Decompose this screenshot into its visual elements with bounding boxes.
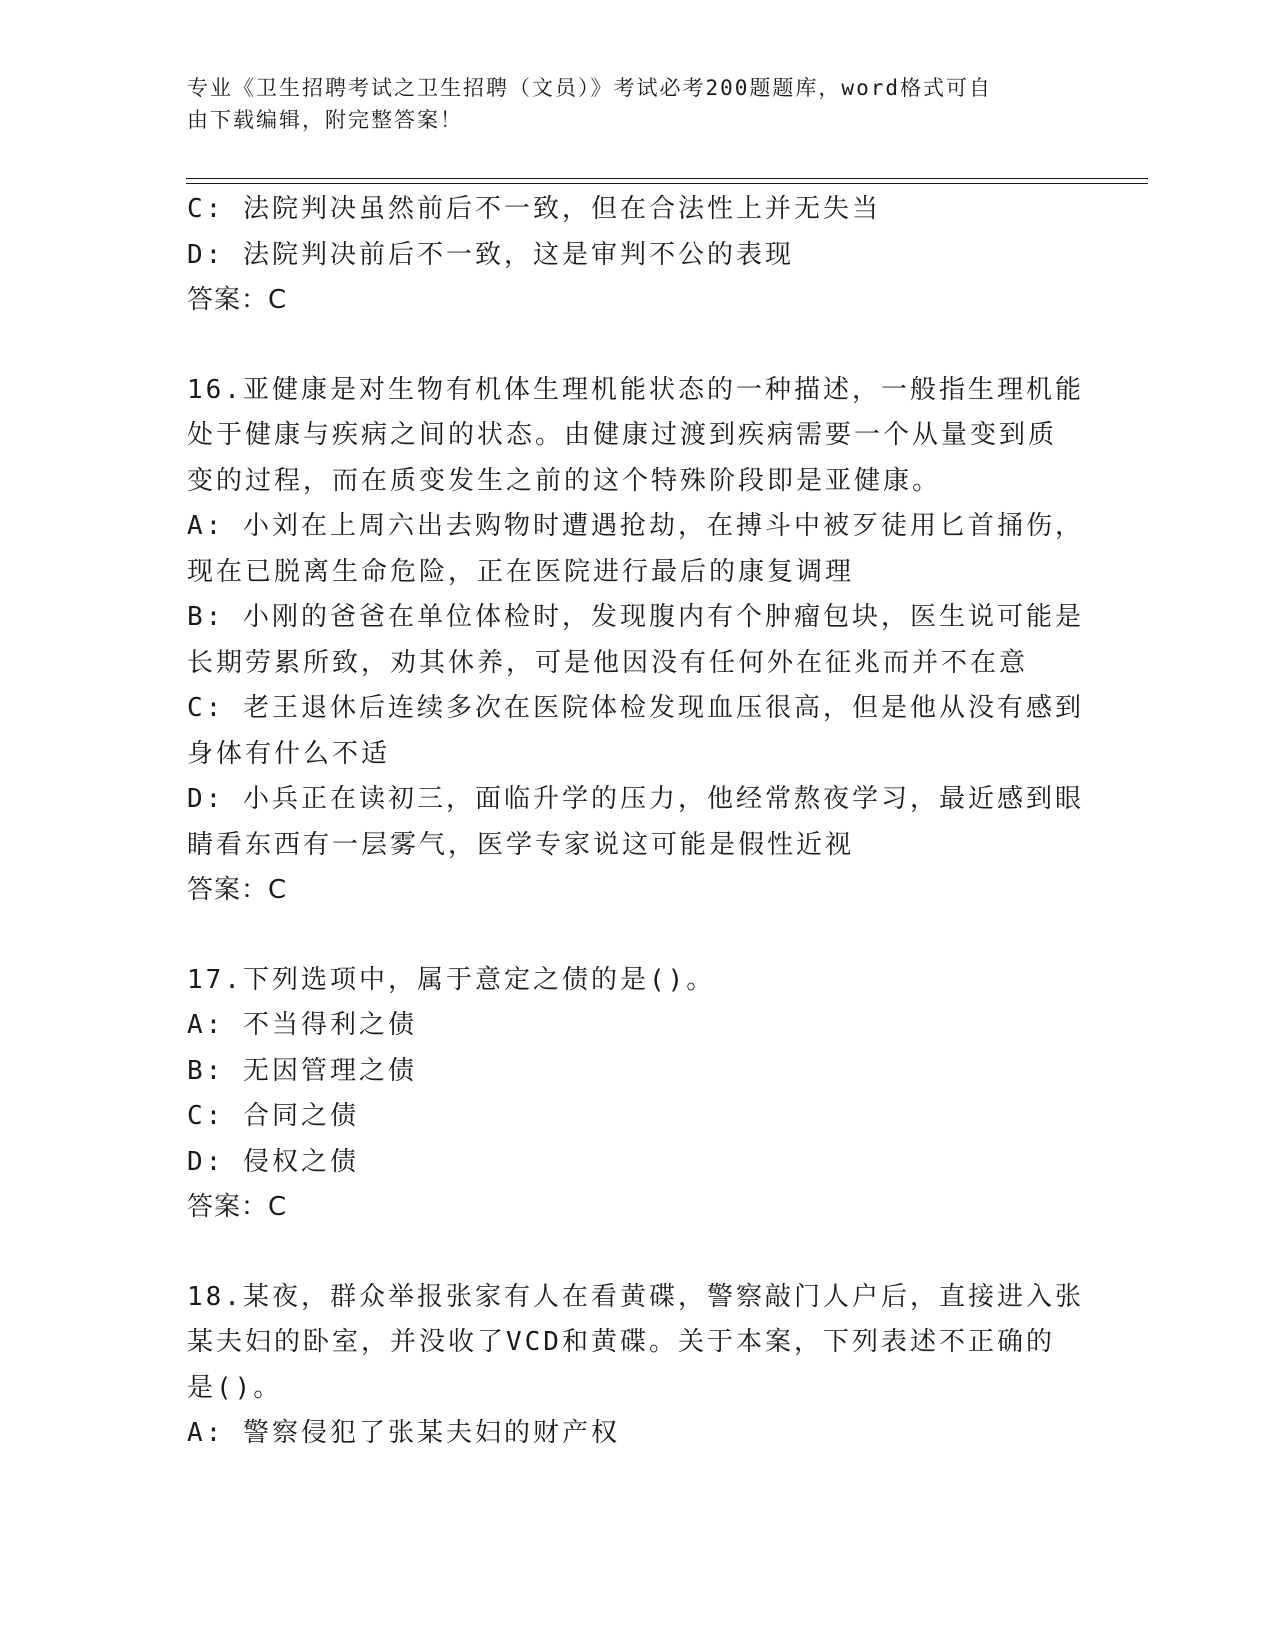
option-c: C: 合同之债 bbox=[187, 1101, 359, 1131]
answer: 答案：C bbox=[187, 875, 288, 905]
header-divider-top bbox=[186, 178, 1148, 179]
question-16 bbox=[187, 368, 1084, 914]
prev-question-block bbox=[187, 187, 1067, 324]
option-b: B: 无因管理之债 bbox=[187, 1055, 417, 1086]
header-line-1: 专业《卫生招聘考试之卫生招聘（文员）》考试必考200题题库，word格式可自 bbox=[187, 76, 992, 100]
question-17 bbox=[187, 958, 1067, 1231]
answer: 答案：C bbox=[187, 285, 288, 315]
header-line-2: 由下载编辑，附完整答案！ bbox=[187, 108, 463, 132]
spacer bbox=[187, 1231, 1067, 1275]
option-a: A: 不当得利之债 bbox=[187, 1010, 417, 1040]
question-stem-line: 某夫妇的卧室，并没收了VCD和黄碟。关于本案，下列表述不正确的 bbox=[187, 1327, 1055, 1357]
question-stem-line: 处于健康与疾病之间的状态。由健康过渡到疾病需要一个从量变到质 bbox=[187, 420, 1058, 450]
spacer bbox=[187, 914, 1067, 958]
option-a-cont: 现在已脱离生命危险，正在医院进行最后的康复调理 bbox=[187, 556, 855, 587]
question-stem-line: 17.下列选项中，属于意定之债的是()。 bbox=[187, 964, 716, 995]
option-a: A: 警察侵犯了张某夫妇的财产权 bbox=[187, 1418, 620, 1448]
spacer bbox=[187, 324, 1067, 368]
option-d: D: 侵权之债 bbox=[187, 1146, 359, 1177]
option-d: D: 法院判决前后不一致，这是审判不公的表现 bbox=[187, 239, 794, 270]
option-b: B: 小刚的爸爸在单位体检时，发现腹内有个肿瘤包块，医生说可能是 bbox=[187, 602, 1084, 632]
document-header bbox=[187, 72, 1067, 136]
question-18 bbox=[187, 1275, 1084, 1457]
option-d: D: 小兵正在读初三，面临升学的压力，他经常熬夜学习，最近感到眼 bbox=[187, 784, 1084, 814]
header-divider-bottom bbox=[186, 183, 1148, 184]
question-content bbox=[187, 187, 1084, 1457]
option-a: A: 小刘在上周六出去购物时遭遇抢劫，在搏斗中被歹徒用匕首捅伤， bbox=[187, 511, 1084, 541]
question-stem-line: 是()。 bbox=[187, 1372, 283, 1403]
option-c: C: 法院判决虽然前后不一致，但在合法性上并无失当 bbox=[187, 194, 881, 224]
option-c: C: 老王退休后连续多次在医院体检发现血压很高，但是他从没有感到 bbox=[187, 693, 1084, 723]
question-stem-line: 变的过程，而在质变发生之前的这个特殊阶段即是亚健康。 bbox=[187, 465, 942, 496]
answer: 答案：C bbox=[187, 1192, 288, 1222]
question-stem-line: 16.亚健康是对生物有机体生理机能状态的一种描述，一般指生理机能 bbox=[187, 374, 1084, 405]
option-c-cont: 身体有什么不适 bbox=[187, 738, 391, 769]
option-b-cont: 长期劳累所致，劝其休养，可是他因没有任何外在征兆而并不在意 bbox=[187, 647, 1029, 678]
option-d-cont: 睛看东西有一层雾气，医学专家说这可能是假性近视 bbox=[187, 829, 855, 860]
question-stem-line: 18.某夜，群众举报张家有人在看黄碟，警察敲门人户后，直接进入张 bbox=[187, 1281, 1084, 1312]
